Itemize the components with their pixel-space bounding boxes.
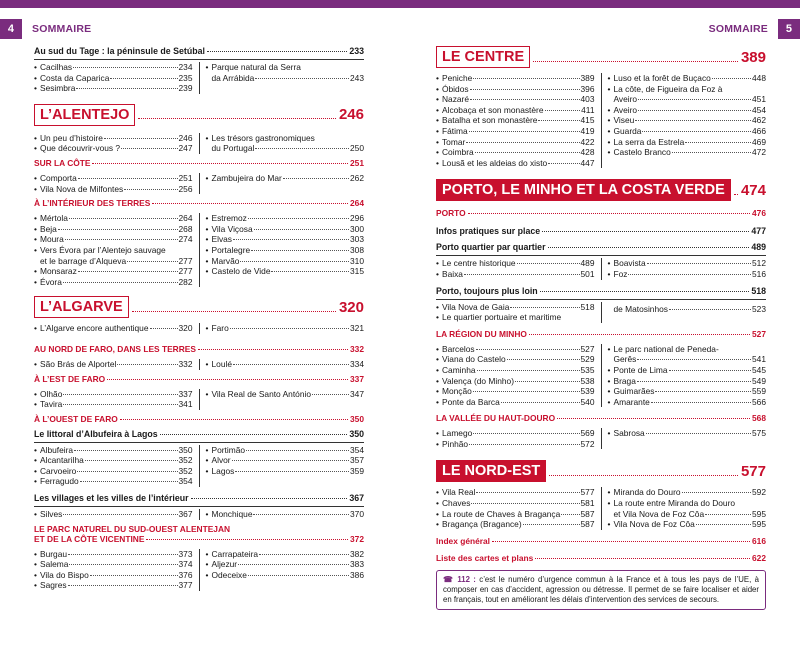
toc-entry[interactable]: Porto quartier par quartier 489 bbox=[436, 242, 766, 253]
list-item[interactable]: Gerês 541 bbox=[613, 354, 766, 365]
list-item[interactable]: • Évora 282 bbox=[34, 276, 193, 287]
list-item[interactable]: • Burgau 373 bbox=[34, 548, 193, 559]
list-item[interactable]: • São Brás de Alportel 332 bbox=[34, 358, 193, 369]
list-item[interactable]: • Loulé 334 bbox=[205, 358, 364, 369]
divider bbox=[34, 442, 364, 443]
entry-grid bbox=[436, 302, 766, 323]
list-item[interactable]: • Alcobaça et son monastère 411 bbox=[436, 104, 595, 115]
list-item[interactable]: • Ponte da Barca 540 bbox=[436, 396, 595, 407]
list-item[interactable]: • Les trésors gastronomiques bbox=[205, 132, 315, 143]
toc-entry[interactable]: Les villages et les villes de l’intérieur 367 bbox=[34, 493, 364, 504]
toc-entry[interactable]: Porto, toujours plus loin 518 bbox=[436, 285, 766, 296]
list-item[interactable]: • Boavista 512 bbox=[607, 258, 766, 269]
entry-grid bbox=[34, 359, 364, 370]
entry-grid bbox=[34, 133, 364, 154]
section-heading[interactable]: L’ALGARVE 320 bbox=[34, 295, 364, 319]
left-page-header bbox=[0, 19, 92, 35]
list-item[interactable]: • Barcelos 527 bbox=[436, 343, 595, 354]
list-item[interactable]: • Amarante 566 bbox=[607, 396, 766, 407]
list-item[interactable]: • Aveiro 454 bbox=[607, 104, 766, 115]
section-heading[interactable]: L’ALENTEJO 246 bbox=[34, 103, 364, 127]
list-item[interactable]: • Castelo Branco 472 bbox=[607, 147, 766, 158]
entry-grid bbox=[34, 213, 364, 287]
list-item[interactable]: • Tavira 341 bbox=[34, 399, 193, 410]
list-item[interactable]: • Portimão 354 bbox=[205, 444, 364, 455]
entry-grid bbox=[34, 509, 364, 520]
list-item[interactable]: • Marvão 310 bbox=[205, 255, 364, 266]
list-item[interactable]: • Carrapateira 382 bbox=[205, 548, 364, 559]
list-item[interactable]: • Que découvrir-vous ? 247 bbox=[34, 143, 193, 154]
list-item[interactable]: • Vers Évora par l’Alentejo sauvage bbox=[34, 244, 166, 255]
entry-grid bbox=[436, 73, 766, 168]
list-item[interactable]: • Braga 549 bbox=[607, 375, 766, 386]
entry-grid bbox=[34, 62, 364, 94]
emergency-note bbox=[436, 570, 766, 610]
list-item[interactable]: • Carvoeiro 352 bbox=[34, 465, 193, 476]
list-item[interactable]: • Vila Real 577 bbox=[436, 487, 595, 498]
list-item[interactable]: • Sabrosa 575 bbox=[607, 428, 766, 439]
subsection-heading[interactable]: À L’EST DE FARO 337 bbox=[34, 373, 364, 384]
list-item[interactable]: • Olhão 337 bbox=[34, 388, 193, 399]
list-item[interactable]: • Vila do Bispo 376 bbox=[34, 569, 193, 580]
list-item[interactable]: • Guimarães 559 bbox=[607, 386, 766, 397]
list-item[interactable]: • Odeceixe 386 bbox=[205, 569, 364, 580]
divider bbox=[436, 255, 766, 256]
entry-grid bbox=[436, 258, 766, 279]
list-item[interactable]: • Monchique 370 bbox=[205, 509, 364, 520]
list-item[interactable]: • Silves 367 bbox=[34, 509, 193, 520]
list-item[interactable]: • Baixa 501 bbox=[436, 268, 595, 279]
entry-grid bbox=[34, 445, 364, 487]
list-item[interactable]: • Parque natural da Serra bbox=[205, 62, 301, 72]
list-item[interactable]: Aveiro 451 bbox=[613, 94, 766, 105]
entry-grid bbox=[436, 428, 766, 449]
list-item[interactable]: • Alvor 357 bbox=[205, 455, 364, 466]
subsection-heading[interactable]: À L’OUEST DE FARO 350 bbox=[34, 413, 364, 424]
subsection-heading[interactable]: AU NORD DE FARO, DANS LES TERRES 332 bbox=[34, 343, 364, 354]
emergency-text: c’est le numéro d’urgence commun à la France et à tous les pays de l’UE, à composer en cas d’accident, agression ou détresse. Il permet de se faire localiser et aider en français, tout en améliorant les délais d’intervention des services de secours. bbox=[443, 574, 759, 604]
list-item[interactable]: • La côte, de Figueira da Foz à bbox=[607, 83, 723, 94]
list-item[interactable]: • Ferragudo 354 bbox=[34, 476, 193, 487]
subsection-heading[interactable]: LA RÉGION DU MINHO 527 bbox=[436, 328, 766, 339]
list-item[interactable]: • Castelo de Vide 315 bbox=[205, 266, 364, 277]
subsection-heading[interactable]: LE PARC NATUREL DU SUD-OUEST ALENTEJAN ET DE LA CÔTE VICENTINE 372 bbox=[34, 523, 364, 545]
list-item[interactable]: • Mértola 264 bbox=[34, 213, 193, 224]
entry-grid bbox=[436, 344, 766, 408]
list-item[interactable]: • La route de Chaves à Bragança 587 bbox=[436, 508, 595, 519]
entry-grid bbox=[34, 549, 364, 591]
list-item[interactable]: • Costa da Caparica 235 bbox=[34, 72, 193, 83]
list-item[interactable]: • Óbidos 396 bbox=[436, 83, 595, 94]
left-column bbox=[34, 45, 364, 591]
list-item[interactable]: • Nazaré 403 bbox=[436, 94, 595, 105]
list-item[interactable]: • L’Algarve encore authentique 320 bbox=[34, 323, 193, 334]
list-item[interactable]: • Cacilhas 234 bbox=[34, 62, 193, 72]
list-item[interactable]: et le barrage d’Alqueva 277 bbox=[40, 255, 193, 266]
list-item[interactable]: • Ponte de Lima 545 bbox=[607, 364, 766, 375]
list-item[interactable]: • Le quartier portuaire et maritime bbox=[436, 312, 562, 323]
list-item[interactable]: • Vila Real de Santo António 347 bbox=[205, 388, 364, 399]
list-item[interactable]: • Alcantarilha 352 bbox=[34, 455, 193, 466]
list-item[interactable]: • Tomar 422 bbox=[436, 136, 595, 147]
list-item[interactable]: • Monsaraz 277 bbox=[34, 266, 193, 277]
list-item[interactable]: • La serra da Estrela 469 bbox=[607, 136, 766, 147]
entry-grid bbox=[34, 173, 364, 194]
list-item[interactable]: • Luso et la forêt de Buçaco 448 bbox=[607, 73, 766, 83]
list-item[interactable]: • Le centre historique 489 bbox=[436, 258, 595, 269]
toc-entry[interactable]: Le littoral d’Albufeira à Lagos 350 bbox=[34, 428, 364, 439]
list-item[interactable]: et Vila Nova de Foz Côa 595 bbox=[613, 508, 766, 519]
list-item[interactable]: • Valença (do Minho) 538 bbox=[436, 375, 595, 386]
list-item[interactable]: • Foz 516 bbox=[607, 268, 766, 279]
list-item[interactable]: • Faro 321 bbox=[205, 323, 364, 334]
list-item[interactable]: • Peniche 389 bbox=[436, 73, 595, 83]
entry-grid bbox=[436, 487, 766, 529]
phone-label: ☎ 112 : bbox=[443, 574, 476, 584]
right-page-header bbox=[708, 19, 800, 35]
list-item[interactable]: • Comporta 251 bbox=[34, 172, 193, 183]
list-item[interactable]: • Fátima 419 bbox=[436, 125, 595, 136]
section-heading[interactable]: PORTO, LE MINHO ET LA COSTA VERDE 474 bbox=[436, 178, 766, 202]
section-heading[interactable]: LE CENTRE 389 bbox=[436, 45, 766, 69]
toc-entry[interactable]: Infos pratiques sur place 477 bbox=[436, 226, 766, 237]
list-item[interactable]: • Caminha 535 bbox=[436, 364, 595, 375]
divider bbox=[436, 299, 766, 300]
divider bbox=[34, 506, 364, 507]
list-item[interactable]: • Chaves 581 bbox=[436, 498, 595, 509]
entry-grid bbox=[34, 323, 364, 334]
list-item[interactable]: • Vila Viçosa 300 bbox=[205, 223, 364, 234]
list-item[interactable]: • Pinhão 572 bbox=[436, 438, 595, 449]
list-item[interactable]: • Lamego 569 bbox=[436, 428, 595, 439]
list-item[interactable]: • Beja 268 bbox=[34, 223, 193, 234]
list-item[interactable]: • Vila Nova de Gaia 518 bbox=[436, 301, 595, 312]
list-item[interactable]: • Viseu 462 bbox=[607, 115, 766, 126]
list-item[interactable]: • Albufeira 350 bbox=[34, 444, 193, 455]
maps-list-link[interactable]: Liste des cartes et plans 622 bbox=[436, 552, 766, 563]
header-title: SOMMAIRE bbox=[32, 23, 92, 35]
list-item[interactable]: • Moura 274 bbox=[34, 234, 193, 245]
list-item[interactable]: de Matosinhos 523 bbox=[613, 303, 766, 314]
subsection-heading[interactable]: SUR LA CÔTE 251 bbox=[34, 157, 364, 168]
list-item[interactable]: du Portugal 250 bbox=[211, 143, 364, 154]
subsection-heading[interactable]: LA VALLÉE DU HAUT-DOURO 568 bbox=[436, 413, 766, 424]
list-item[interactable]: • Viana do Castelo 529 bbox=[436, 354, 595, 365]
page-number: 4 bbox=[0, 19, 22, 39]
list-item[interactable]: • Portalegre 308 bbox=[205, 244, 364, 255]
top-bar bbox=[0, 0, 800, 8]
list-item[interactable]: • Aljezur 383 bbox=[205, 559, 364, 570]
page-number: 5 bbox=[778, 19, 800, 39]
list-item[interactable]: • Monção 539 bbox=[436, 386, 595, 397]
list-item[interactable]: • Miranda do Douro 592 bbox=[607, 487, 766, 498]
list-item[interactable]: • Un peu d’histoire 246 bbox=[34, 132, 193, 143]
list-item[interactable]: • Guarda 466 bbox=[607, 125, 766, 136]
list-item[interactable]: • Vila Nova de Foz Côa 595 bbox=[607, 519, 766, 530]
subsection-heading[interactable]: À L’INTÉRIEUR DES TERRES 264 bbox=[34, 198, 364, 209]
index-link[interactable]: Index général 616 bbox=[436, 535, 766, 546]
list-item[interactable]: • Sagres 377 bbox=[34, 580, 193, 591]
list-item[interactable]: • Estremoz 296 bbox=[205, 213, 364, 224]
list-item[interactable]: da Arrábida 243 bbox=[211, 72, 364, 83]
toc-entry[interactable]: Au sud du Tage : la péninsule de Setúbal 233 bbox=[34, 46, 364, 56]
list-item[interactable]: • Elvas 303 bbox=[205, 234, 364, 245]
list-item[interactable]: • Lousã et les aldeias do xisto 447 bbox=[436, 157, 595, 168]
list-item[interactable]: • Coimbra 428 bbox=[436, 147, 595, 158]
list-item[interactable]: • Sesimbra 239 bbox=[34, 83, 193, 94]
list-item[interactable]: • Le parc national de Peneda- bbox=[607, 343, 719, 354]
list-item[interactable]: • Salema 374 bbox=[34, 559, 193, 570]
list-item[interactable]: • Zambujeira do Mar 262 bbox=[205, 172, 364, 183]
header-title: SOMMAIRE bbox=[708, 23, 768, 35]
divider bbox=[34, 59, 364, 60]
right-column bbox=[436, 45, 766, 610]
list-item[interactable]: • Bragança (Bragance) 587 bbox=[436, 519, 595, 530]
list-item[interactable]: • La route entre Miranda do Douro bbox=[607, 498, 736, 509]
list-item[interactable]: • Batalha et son monastère 415 bbox=[436, 115, 595, 126]
entry-grid bbox=[34, 389, 364, 410]
list-item[interactable]: • Lagos 359 bbox=[205, 465, 364, 476]
list-item[interactable]: • Vila Nova de Milfontes 256 bbox=[34, 183, 193, 194]
subsection-heading[interactable]: PORTO 476 bbox=[436, 208, 766, 219]
section-heading[interactable]: LE NORD-EST 577 bbox=[436, 459, 766, 483]
